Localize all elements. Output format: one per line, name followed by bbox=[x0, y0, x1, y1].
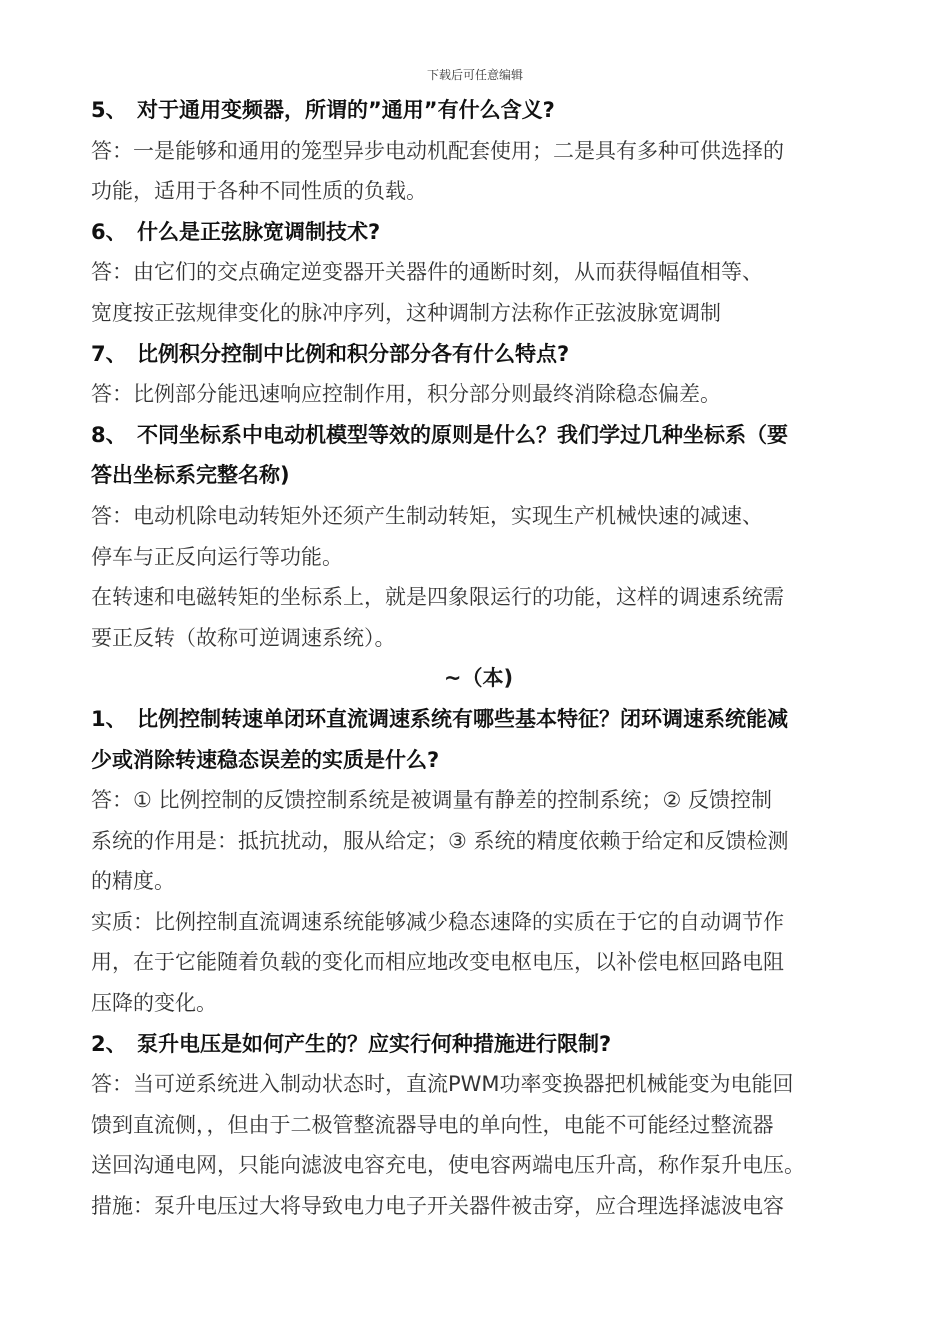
line-text: 功能，适用于各种不同性质的负载。 bbox=[91, 179, 427, 204]
line-text: 比例控制转速单闭环直流调速系统有哪些基本特征？闭环调速系统能减 bbox=[137, 706, 788, 731]
question-line bbox=[91, 334, 866, 375]
line-text: 措施：泵升电压过大将导致电力电子开关器件被击穿，应合理选择滤波电容 bbox=[91, 1194, 784, 1219]
line-text: 实质：比例控制直流调速系统能够减少稳态速降的实质在于它的自动调节作 bbox=[91, 909, 784, 934]
answer-line bbox=[91, 780, 866, 821]
answer-line bbox=[91, 861, 866, 902]
answer-line bbox=[91, 374, 866, 415]
answer-line bbox=[91, 821, 866, 862]
question-number: 1、 bbox=[91, 706, 127, 731]
line-text: 少或消除转速稳态误差的实质是什么? bbox=[91, 747, 440, 772]
answer-line bbox=[91, 1186, 866, 1227]
question-line bbox=[91, 699, 866, 740]
line-text: 的精度。 bbox=[91, 869, 175, 894]
line-text: 答：一是能够和通用的笼型异步电动机配套使用；二是具有多种可供选择的 bbox=[91, 138, 784, 163]
question-number: 5、 bbox=[91, 98, 127, 122]
answer-line bbox=[91, 1145, 866, 1186]
line-text: 答：由它们的交点确定逆变器开关器件的通断时刻，从而获得幅值相等、 bbox=[91, 260, 763, 285]
line-text: 送回沟通电网，只能向滤波电容充电，使电容两端电压升高，称作泵升电压。 bbox=[91, 1153, 805, 1178]
answer-line bbox=[91, 1105, 866, 1146]
answer-line bbox=[91, 131, 866, 172]
line-text: 答：电动机除电动转矩外还须产生制动转矩，实现生产机械快速的减速、 bbox=[91, 503, 763, 528]
answer-line bbox=[91, 171, 866, 212]
question-number: 2、 bbox=[91, 1031, 127, 1056]
line-text: 系统的作用是：抵抗扰动，服从给定；③ 系统的精度依赖于给定和反馈检测 bbox=[91, 828, 789, 853]
line-text: 什么是正弦脉宽调制技术? bbox=[137, 219, 381, 244]
line-text: 对于通用变频器，所谓的”通用”有什么含义? bbox=[137, 98, 555, 122]
question-number: 6、 bbox=[91, 219, 127, 244]
answer-line bbox=[91, 496, 866, 537]
line-text: 在转速和电磁转矩的坐标系上，就是四象限运行的功能，这样的调速系统需 bbox=[91, 585, 784, 610]
answer-line bbox=[91, 252, 866, 293]
line-text: 要正反转（故称可逆调速系统）。 bbox=[91, 625, 396, 650]
answer-line bbox=[91, 1064, 866, 1105]
question-line bbox=[91, 90, 866, 131]
line-text: 答：① 比例控制的反馈控制系统是被调量有静差的控制系统；② 反馈控制 bbox=[91, 788, 773, 813]
answer-line bbox=[91, 942, 866, 983]
line-text: 答：比例部分能迅速响应控制作用，积分部分则最终消除稳态偏差。 bbox=[91, 382, 721, 407]
question-line bbox=[91, 740, 866, 781]
line-text: ~（本) bbox=[443, 666, 514, 691]
answer-line bbox=[91, 902, 866, 943]
document-body bbox=[91, 90, 866, 1227]
section-heading bbox=[91, 658, 866, 699]
question-line bbox=[91, 415, 866, 456]
question-number: 7、 bbox=[91, 341, 127, 366]
question-line bbox=[91, 212, 866, 253]
page-header: 下载后可任意编辑 bbox=[426, 68, 523, 82]
line-text: 不同坐标系中电动机模型等效的原则是什么？我们学过几种坐标系（要 bbox=[137, 422, 788, 447]
line-text: 答：当可逆系统进入制动状态时，直流PWM功率变换器把机械能变为电能回 bbox=[91, 1072, 794, 1097]
answer-line bbox=[91, 293, 866, 334]
line-text: 泵升电压是如何产生的？应实行何种措施进行限制? bbox=[137, 1031, 612, 1056]
answer-line bbox=[91, 618, 866, 659]
line-text: 比例积分控制中比例和积分部分各有什么特点? bbox=[137, 341, 570, 366]
answer-line bbox=[91, 537, 866, 578]
question-line bbox=[91, 1024, 866, 1065]
answer-line bbox=[91, 983, 866, 1024]
answer-line bbox=[91, 577, 866, 618]
question-line bbox=[91, 455, 866, 496]
line-text: 宽度按正弦规律变化的脉冲序列，这种调制方法称作正弦波脉宽调制 bbox=[91, 300, 721, 325]
line-text: 用，在于它能随着负载的变化而相应地改变电枢电压，以补偿电枢回路电阻 bbox=[91, 950, 784, 975]
line-text: 答出坐标系完整名称) bbox=[91, 463, 290, 488]
question-number: 8、 bbox=[91, 422, 127, 447]
line-text: 馈到直流侧，，但由于二极管整流器导电的单向性，电能不可能经过整流器 bbox=[91, 1112, 774, 1137]
line-text: 停车与正反向运行等功能。 bbox=[91, 544, 343, 569]
line-text: 压降的变化。 bbox=[91, 991, 217, 1016]
